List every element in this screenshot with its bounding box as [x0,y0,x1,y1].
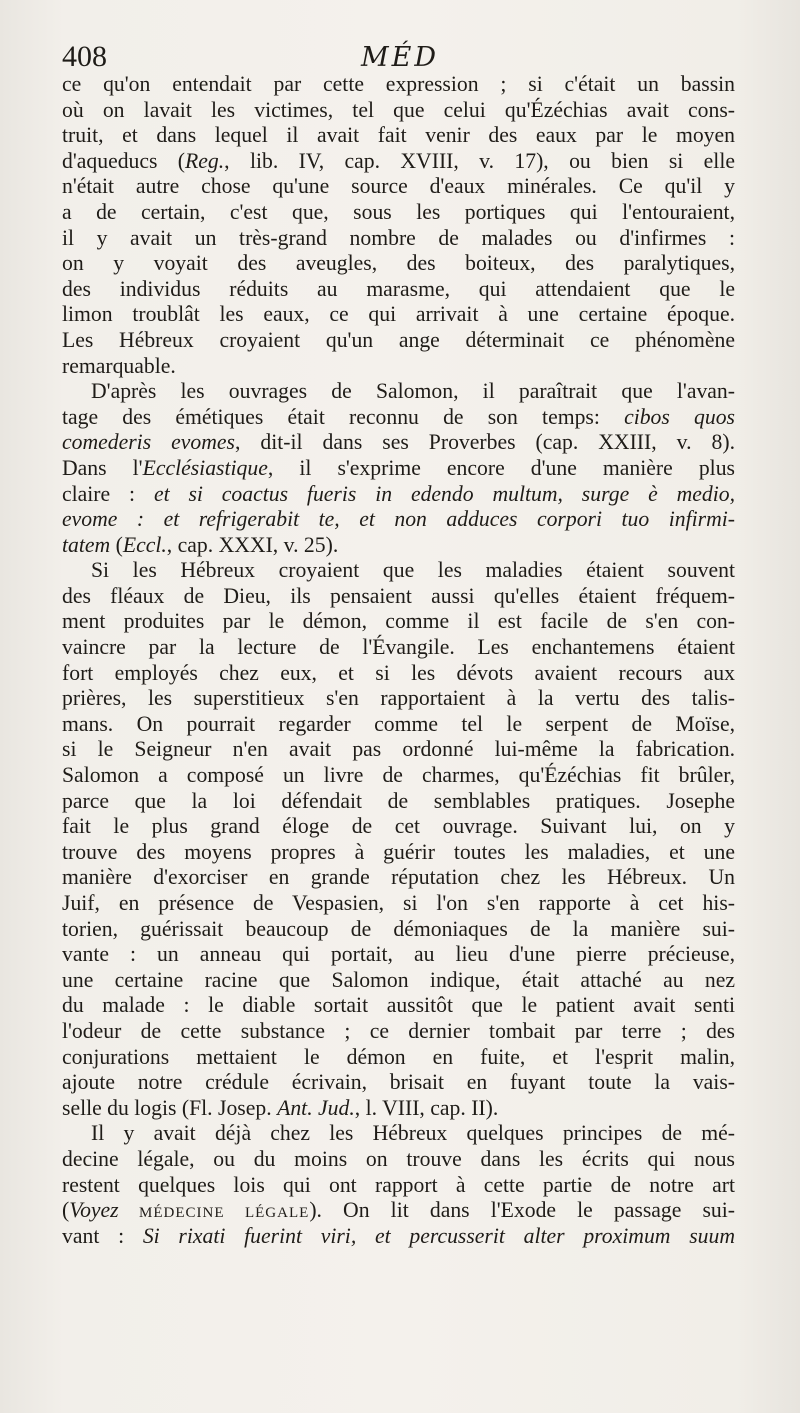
text-line [62,1019,735,1045]
text-line [62,1147,735,1173]
text-line [62,200,735,226]
text-line [62,865,735,891]
text-line [62,226,735,252]
text-line [62,507,735,533]
text-run: fort employés chez eux, et si les dévots avaient recours aux [62,660,735,685]
text-run: truit, et dans lequel il avait fait venir des eaux par le moyen [62,123,735,148]
text-run: tage des émétiques était reconnu de son temps: [62,404,625,429]
text-run: , dit-il dans ses Proverbes (cap. XXIII, v. 8). [234,430,735,455]
text-line [62,123,735,149]
text-run: n'était autre chose qu'une source d'eaux minérales. Ce qu'il y [62,174,735,199]
text-run: D'après les ouvrages de Salomon, il paraîtrait que l'avan- [91,379,735,404]
text-line [62,430,735,456]
text-run: il y avait un très-grand nombre de malades ou d'infirmes : [62,225,735,250]
text-run: l'odeur de cette substance ; ce dernier tombait par terre ; des [62,1018,735,1043]
text-line [62,763,735,789]
text-run: ce qu'on entendait par cette expression ; si c'était un bassin [62,72,735,96]
text-run: vant : [62,1223,143,1248]
text-run: , il s'exprime encore d'une manière plus [267,455,735,480]
text-run: si le Seigneur n'en avait pas ordonné lui-même la fabrication. [62,737,735,762]
text-run: claire : [62,481,154,506]
text-run: fait le plus grand éloge de cet ouvrage. Suivant lui, on y [62,814,735,839]
text-run: on y voyait des aveugles, des boiteux, des paralytiques, [62,251,735,276]
text-run: Salomon a composé un livre de charmes, qu'Ézéchias fit brûler, [62,763,735,788]
italic-text: tatem [62,532,111,557]
text-line [62,149,735,175]
text-run: selle du logis (Fl. Josep. [62,1095,278,1120]
text-line [62,814,735,840]
small-caps-text: MÉDECINE LÉGALE [118,1205,310,1222]
text-run: limon troublât les eaux, ce qui arrivait à une certaine époque. [62,302,735,327]
text-line [62,737,735,763]
italic-text: Eccl. [122,532,167,557]
running-title: MÉD [360,42,439,73]
text-run: mans. On pourrait regarder comme tel le serpent de Moïse, [62,711,735,736]
text-run: restent quelques lois qui ont rapport à cette partie de notre art [62,1172,735,1197]
text-run: Dans l' [62,455,143,480]
italic-text: comederis evomes [62,430,235,455]
text-run: Les Hébreux croyaient qu'un ange déterminait ce phénomène [62,327,735,352]
text-run: decine légale, ou du moins on trouve dans les écrits qui nous [62,1146,735,1171]
text-run: vaincre par la lecture de l'Évangile. Les enchantemens étaient [62,635,735,660]
text-line [62,891,735,917]
text-run: conjurations mettaient le démon en fuite, et l'esprit malin, [62,1044,735,1069]
text-line [62,686,735,712]
text-run: Si les Hébreux croyaient que les maladies étaient souvent [91,558,735,583]
text-line [62,328,735,354]
italic-text: Reg. [185,148,225,173]
text-line [62,1096,735,1122]
text-run: où on lavait les victimes, tel que celui qu'Ézéchias avait cons- [62,97,735,122]
text-run: manière d'exorciser en grande réputation chez les Hébreux. Un [62,865,735,890]
text-line [62,968,735,994]
italic-text: Ecclésiastique [142,455,268,480]
text-line [62,1121,735,1147]
text-run: , cap. XXXI, v. 25). [166,532,339,557]
text-line [62,456,735,482]
text-line [62,533,735,559]
text-line [62,354,735,380]
text-line [62,609,735,635]
text-line [62,72,735,98]
text-run: ( [62,1198,70,1223]
text-line [62,993,735,1019]
italic-text: cibos quos [624,404,735,429]
text-run: trouve des moyens propres à guérir toutes les maladies, et une [62,839,735,864]
text-run: Juif, en présence de Vespasien, si l'on s'en rapporte à cet his- [62,891,735,915]
italic-text: et si coactus fueris in edendo multum, surge è medio, [153,481,735,506]
text-line [62,917,735,943]
text-run: du malade : le diable sortait aussitôt que le patient avait senti [62,993,735,1018]
italic-text: Voyez [69,1198,119,1223]
text-run: a de certain, c'est que, sous les portiques qui l'entouraient, [62,199,735,224]
text-line [62,584,735,610]
text-run: torien, guérissait beaucoup de démoniaques de la manière sui- [62,916,735,941]
text-line [62,1198,735,1224]
italic-text: evome : et refrigerabit te, et non adduces corpori tuo infirmi- [62,507,735,532]
italic-text: Ant. Jud. [277,1095,355,1120]
text-line [62,558,735,584]
text-line [62,1173,735,1199]
text-run: une certaine racine que Salomon indique, était attaché au nez [62,967,735,992]
text-line [62,1224,735,1250]
text-line [62,712,735,738]
text-line [62,1045,735,1071]
text-run: , lib. IV, cap. XVIII, v. 17), ou bien si elle [224,148,735,173]
text-line [62,482,735,508]
text-line [62,98,735,124]
page-number: 408 [62,40,107,73]
text-line [62,789,735,815]
text-line [62,405,735,431]
text-line [62,840,735,866]
text-line [62,635,735,661]
text-run: parce que la loi défendait de semblables pratiques. Josephe [62,788,735,813]
text-run: Il y avait déjà chez les Hébreux quelques principes de mé- [91,1121,735,1146]
text-run: ajoute notre crédule écrivain, brisait en fuyant toute la vais- [62,1070,735,1095]
text-run: d'aqueducs ( [62,148,186,173]
text-line [62,1070,735,1096]
text-line [62,302,735,328]
text-line [62,661,735,687]
body-text [62,72,735,1249]
text-run: des individus réduits au marasme, qui attendaient que le [62,276,735,301]
text-run: prières, les superstitieux s'en rapportaient à la vertu des talis- [62,686,735,711]
text-line [62,942,735,968]
text-run: ( [110,532,123,557]
text-run: remarquable. [62,353,176,378]
text-line [62,379,735,405]
italic-text: Si rixati fuerint viri, et percusserit alter proximum suum [142,1223,735,1248]
text-line [62,277,735,303]
text-run: des fléaux de Dieu, ils pensaient aussi qu'elles étaient fréquem- [62,583,735,608]
text-run: , l. VIII, cap. II). [354,1095,499,1120]
text-line [62,251,735,277]
text-run: ment produites par le démon, comme il est facile de s'en con- [62,609,735,634]
text-run: vante : un anneau qui portait, au lieu d'une pierre précieuse, [62,942,735,967]
text-run: ). On lit dans l'Exode le passage sui- [309,1198,735,1223]
text-line [62,174,735,200]
